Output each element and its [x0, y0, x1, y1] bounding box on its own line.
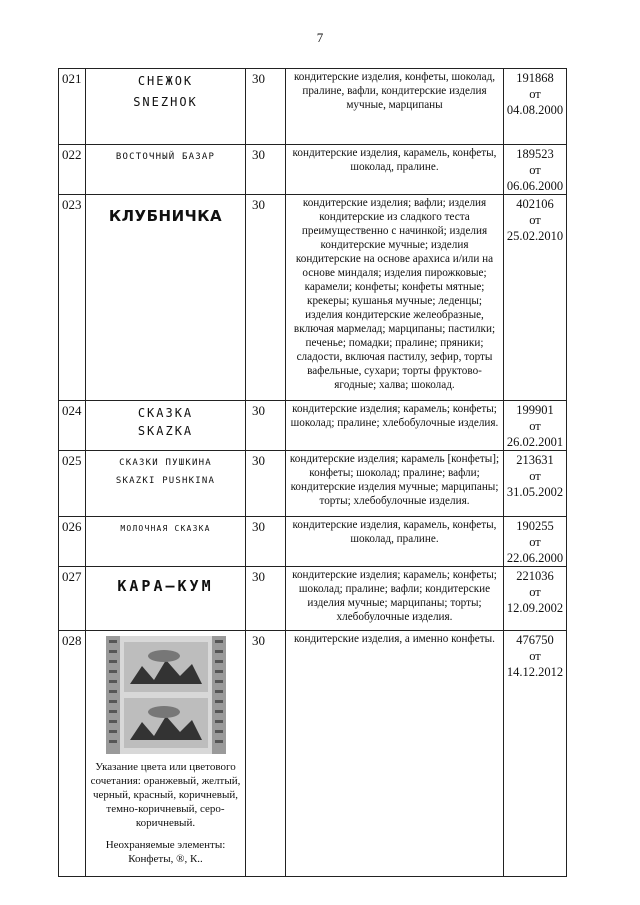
registration-from: от [529, 585, 541, 599]
class-number: 30 [246, 451, 286, 517]
registration-number: 221036 [516, 569, 554, 583]
class-number: 30 [246, 145, 286, 195]
candy-wrapper-image [106, 636, 226, 754]
goods-list: кондитерские изделия; карамель [конфеты]; конфеты; шоколад; пралине; вафли; кондитерские изделия мучные; марципаны; торты; хлебобулочные изделия. [286, 451, 504, 517]
trademark-cell [86, 401, 246, 451]
row-number: 025 [59, 451, 86, 517]
trademark-text: SKAZKI PUSHKINA [115, 476, 216, 486]
goods-list: кондитерские изделия, конфеты, шоколад, пралине, вафли, кондитерские изделия мучные, марципаны [286, 69, 504, 145]
registration-from: от [529, 87, 541, 101]
goods-list: кондитерские изделия; карамель; конфеты; шоколад; пралине; хлебобулочные изделия. [286, 401, 504, 451]
trademark-text: СКАЗКИ ПУШКИНА [119, 458, 212, 468]
registration-number: 199901 [516, 403, 554, 417]
row-number: 028 [59, 631, 86, 877]
registration-from: от [529, 213, 541, 227]
trademark-cell [86, 69, 246, 145]
class-number: 30 [246, 69, 286, 145]
table-row [59, 631, 567, 877]
registration-date: 04.08.2000 [506, 103, 564, 117]
class-number: 30 [246, 195, 286, 401]
table-row [59, 567, 567, 631]
row-number: 027 [59, 567, 86, 631]
class-number: 30 [246, 631, 286, 877]
registration-number: 191868 [516, 71, 554, 85]
trademark-text: ВОСТОЧНЫЙ БАЗАР [115, 152, 216, 162]
trademark-table [58, 68, 567, 877]
trademark-cell [86, 145, 246, 195]
registration-number: 190255 [516, 519, 554, 533]
goods-list: кондитерские изделия; вафли; изделия кондитерские из сладкого теста преимущественно с начинкой; изделия кондитерские мучные; изделия кондитерские на основе арахиса и/или на основе миндаля; изделия пирожковые; карамели; конфеты; конфеты мятные; крекеры; кушанья мучные; леденцы; изделия кондитерские желеобразные, включая мармелад; марципаны; пастилки; печенье; помадки; пралине; пряники; сладости, включая пастилу, зефир, торты вафельные, сухари; торты фруктово-ягодные; халва; шоколад. [286, 195, 504, 401]
goods-list: кондитерские изделия, карамель, конфеты, шоколад, пралине. [286, 517, 504, 567]
trademark-text: КАРА—КУМ [117, 577, 214, 595]
registration-cell [504, 567, 567, 631]
trademark-text: SNEZHOK [133, 95, 198, 109]
page-number: 7 [316, 30, 324, 45]
table-row [59, 195, 567, 401]
table-row [59, 451, 567, 517]
goods-list: кондитерские изделия, карамель, конфеты, шоколад, пралине. [286, 145, 504, 195]
registration-from: от [529, 163, 541, 177]
registration-cell [504, 401, 567, 451]
row-number: 026 [59, 517, 86, 567]
trademark-text: МОЛОЧНАЯ СКАЗКА [120, 524, 211, 533]
registration-cell [504, 195, 567, 401]
registration-from: от [529, 419, 541, 433]
class-number: 30 [246, 517, 286, 567]
registration-date: 26.02.2001 [506, 435, 564, 449]
goods-list: кондитерские изделия; карамель; конфеты; шоколад; пралине; вафли; кондитерские изделия мучные; марципаны; торты; хлебобулочные изделия. [286, 567, 504, 631]
registration-cell [504, 631, 567, 877]
registration-date: 31.05.2002 [506, 485, 564, 499]
trademark-cell [86, 517, 246, 567]
registration-from: от [529, 535, 541, 549]
trademark-cell [86, 195, 246, 401]
registration-date: 22.06.2000 [506, 551, 564, 565]
registration-cell [504, 451, 567, 517]
class-number: 30 [246, 567, 286, 631]
registration-cell [504, 69, 567, 145]
row-number: 022 [59, 145, 86, 195]
row-number: 024 [59, 401, 86, 451]
registration-cell [504, 145, 567, 195]
table-row [59, 517, 567, 567]
registration-cell [504, 517, 567, 567]
color-indication: Указание цвета или цветового сочетания: оранжевый, желтый, черный, красный, коричневый, темно-коричневый, серо-коричневый. [90, 761, 241, 829]
goods-list: кондитерские изделия, а именно конфеты. [286, 631, 504, 877]
unprotected-elements: Неохраняемые элементы: Конфеты, ®, К.. [105, 839, 226, 865]
trademark-text: СНЕЖОК [137, 74, 194, 88]
registration-date: 14.12.2012 [506, 665, 564, 679]
table-row [59, 401, 567, 451]
table-row [59, 145, 567, 195]
table-row [59, 69, 567, 145]
registration-number: 476750 [516, 633, 554, 647]
trademark-text: SKAZKA [137, 424, 194, 438]
registration-from: от [529, 649, 541, 663]
row-number: 021 [59, 69, 86, 145]
registration-date: 12.09.2002 [506, 601, 564, 615]
trademark-cell [86, 567, 246, 631]
registration-number: 402106 [516, 197, 554, 211]
registration-from: от [529, 469, 541, 483]
trademark-text: СКАЗКА [137, 406, 194, 420]
registration-date: 25.02.2010 [506, 229, 564, 243]
registration-number: 189523 [516, 147, 554, 161]
registration-number: 213631 [516, 453, 554, 467]
row-number: 023 [59, 195, 86, 401]
trademark-text: КЛУБНИЧКА [108, 207, 223, 225]
trademark-cell [86, 631, 246, 877]
class-number: 30 [246, 401, 286, 451]
registration-date: 06.06.2000 [506, 179, 564, 193]
trademark-cell [86, 451, 246, 517]
